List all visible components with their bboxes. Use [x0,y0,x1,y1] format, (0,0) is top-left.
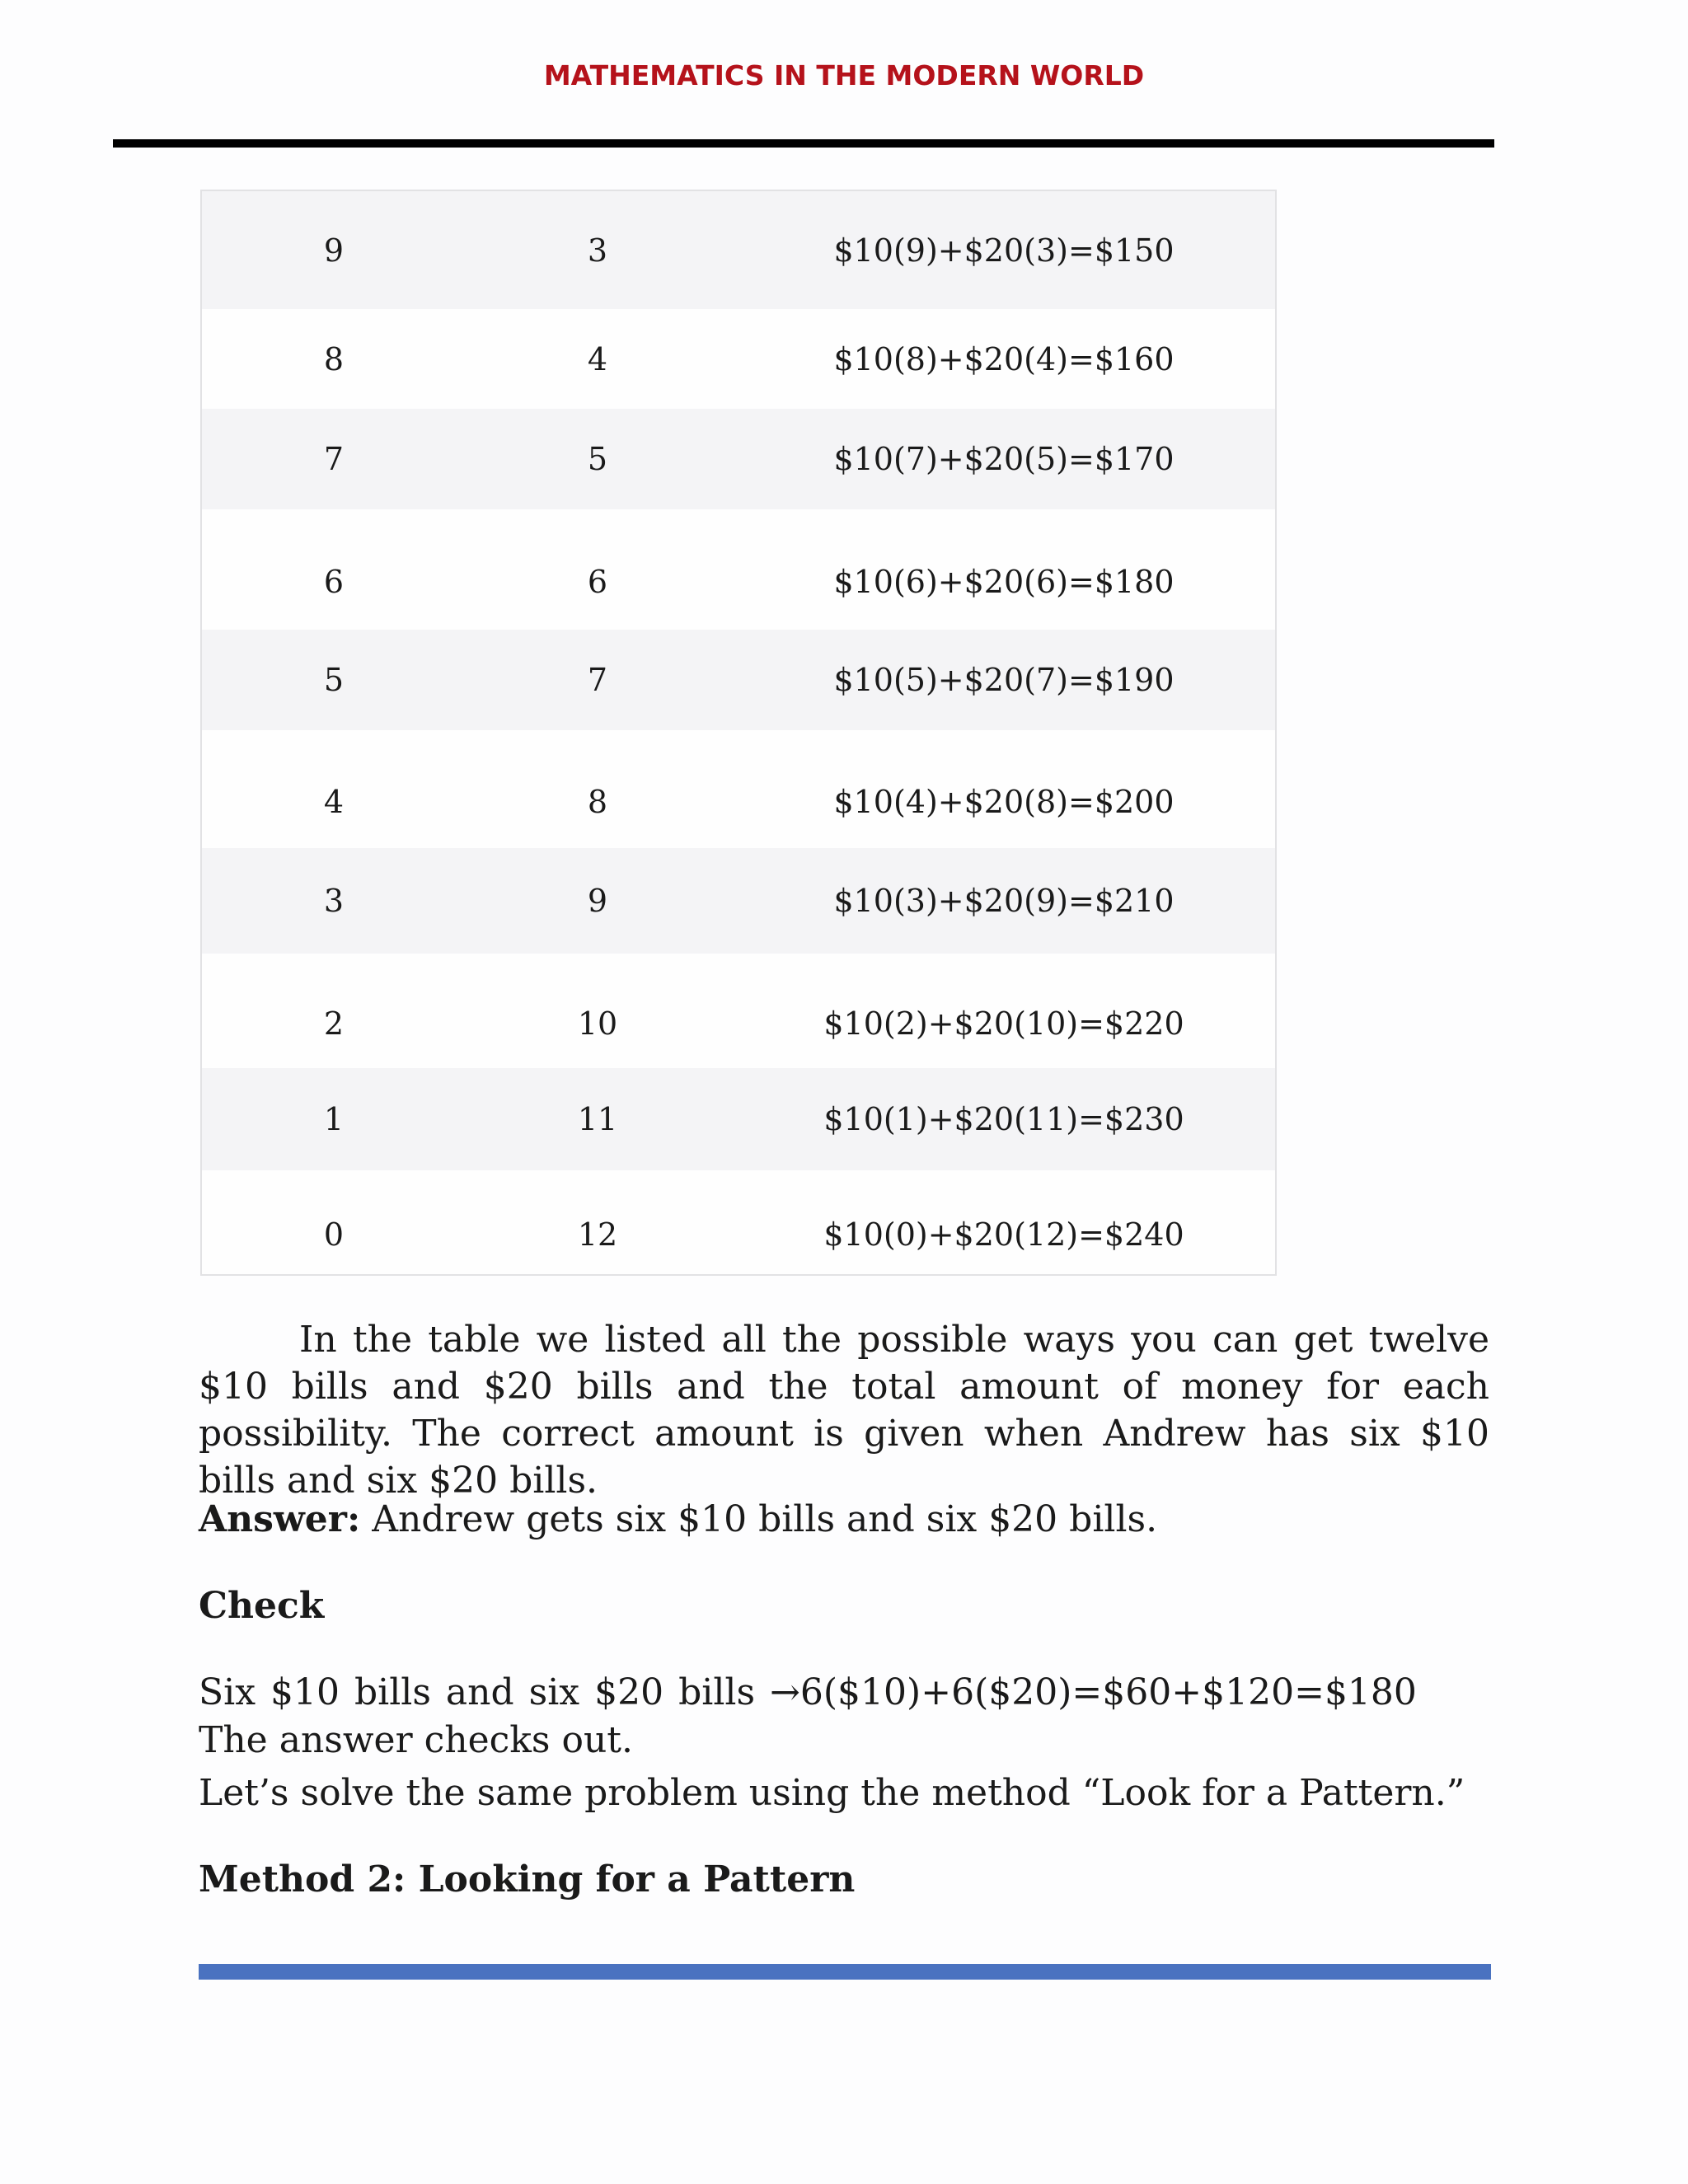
header-divider [113,139,1494,148]
tens-count-cell: 7 [323,441,345,477]
bills-table [200,190,1277,1276]
table-row [202,191,1275,309]
total-amount-cell: $10(3)+$20(9)=$210 [833,883,1175,919]
table-row [202,1068,1275,1170]
total-amount-cell: $10(9)+$20(3)=$150 [833,232,1175,269]
table-row [202,309,1275,409]
total-amount-cell: $10(0)+$20(12)=$240 [823,1216,1184,1253]
table-row [202,409,1275,509]
method2-heading: Method 2: Looking for a Pattern [199,1858,856,1900]
table-row [202,730,1275,848]
tens-count-cell: 4 [323,783,345,820]
total-amount-cell: $10(2)+$20(10)=$220 [823,1005,1184,1042]
check-calculation: Six $10 bills and six $20 bills →6($10)+6($20)=$60+$120=$180 [199,1671,1417,1713]
table-row [202,1170,1275,1274]
answer-text: Andrew gets six $10 bills and six $20 bills. [360,1498,1158,1540]
twenties-count-cell: 8 [587,783,608,820]
check-heading: Check [199,1585,325,1627]
page-header-title: MATHEMATICS IN THE MODERN WORLD [543,59,1145,91]
answer-label: Answer: [199,1498,361,1540]
total-amount-cell: $10(5)+$20(7)=$190 [833,662,1175,698]
tens-count-cell: 5 [323,662,345,698]
tens-count-cell: 9 [323,232,345,269]
total-amount-cell: $10(6)+$20(6)=$180 [833,564,1175,600]
table-row [202,630,1275,730]
twenties-count-cell: 10 [577,1005,618,1042]
twenties-count-cell: 5 [587,441,608,477]
answer-line [199,1496,1489,1543]
tens-count-cell: 8 [323,340,345,377]
tens-count-cell: 2 [323,1005,345,1042]
explanation-paragraph: In the table we listed all the possible ways you can get twelve $10 bills and $20 bills and the total amount of money for each possibility. The correct amount is given when Andrew has six $10 bills and six $20 bills. [199,1319,1489,1502]
transition-sentence: Let’s solve the same problem using the method “Look for a Pattern.” [199,1772,1465,1814]
twenties-count-cell: 12 [577,1216,618,1253]
table-row [202,954,1275,1068]
tens-count-cell: 1 [323,1101,345,1137]
table-row [202,848,1275,954]
twenties-count-cell: 4 [587,340,608,377]
tens-count-cell: 3 [323,883,345,919]
total-amount-cell: $10(1)+$20(11)=$230 [823,1101,1184,1137]
twenties-count-cell: 6 [587,564,608,600]
footer-divider [199,1964,1491,1980]
tens-count-cell: 0 [323,1216,345,1253]
table-row [202,509,1275,630]
check-result: The answer checks out. [199,1719,633,1761]
twenties-count-cell: 9 [587,883,608,919]
twenties-count-cell: 7 [587,662,608,698]
total-amount-cell: $10(8)+$20(4)=$160 [833,340,1175,377]
twenties-count-cell: 11 [577,1101,618,1137]
total-amount-cell: $10(7)+$20(5)=$170 [833,441,1175,477]
tens-count-cell: 6 [323,564,345,600]
total-amount-cell: $10(4)+$20(8)=$200 [833,783,1175,820]
twenties-count-cell: 3 [587,232,608,269]
